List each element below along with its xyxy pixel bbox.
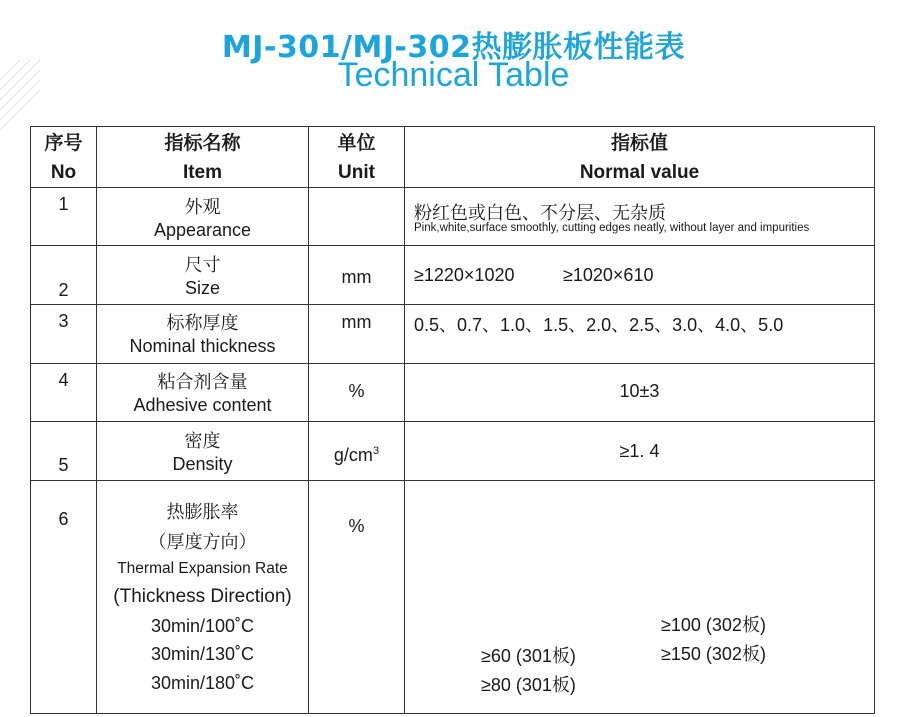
unit: mm	[341, 267, 372, 287]
item-cn: 尺寸	[184, 255, 221, 275]
value-cn: 粉红色或白色、不分层、无杂质	[414, 203, 666, 223]
item-cn: 热膨胀率	[166, 502, 239, 522]
value-density: ≥1. 4	[619, 441, 660, 461]
item-en: Thermal Expansion Rate	[117, 560, 288, 577]
item-en: Appearance	[153, 220, 252, 240]
table-row	[31, 305, 875, 364]
item-temp-180: 30min/180˚C	[150, 673, 255, 693]
header-item: 指标名称 Item	[97, 127, 309, 188]
table-row	[31, 188, 875, 246]
item-en: Adhesive content	[133, 395, 272, 415]
item-cn: 粘合剂含量	[157, 372, 248, 392]
item-temp-100: 30min/100˚C	[150, 616, 255, 636]
table-row	[31, 246, 875, 305]
item-en: Nominal thickness	[129, 336, 276, 356]
item-cn: 标称厚度	[166, 313, 239, 333]
unit: %	[348, 381, 365, 401]
row-no: 5	[58, 455, 69, 475]
value-302-100: ≥100 (302板)	[661, 615, 766, 635]
value-thickness: 0.5、0.7、1.0、1.5、2.0、2.5、3.0、4.0、5.0	[414, 315, 784, 335]
value-size-a: ≥1220×1020	[414, 265, 515, 285]
item-en: Density	[172, 454, 233, 474]
item-temp-130: 30min/130˚C	[150, 644, 255, 664]
row-no: 1	[58, 194, 69, 214]
value-en: Pink,white,surface smoothly, cutting edges neatly, without layer and impurities	[414, 222, 810, 234]
header-value: 指标值 Normal value	[405, 127, 875, 188]
title-english: Technical Table	[337, 56, 570, 94]
row-no: 6	[58, 509, 69, 529]
item-cn: 密度	[184, 431, 221, 451]
row-no: 2	[58, 280, 69, 300]
value-adhesive: 10±3	[619, 381, 660, 401]
header-no: 序号 No	[31, 127, 97, 188]
header-unit: 单位 Unit	[309, 127, 405, 188]
value-301-130: ≥60 (301板)	[481, 646, 576, 666]
row-no: 4	[58, 370, 69, 390]
value-302-130: ≥150 (302板)	[661, 644, 766, 664]
title-chinese: MJ-301/MJ-302热膨胀板性能表	[221, 30, 686, 65]
item-cn-direction: （厚度方向）	[148, 532, 257, 552]
item-cn: 外观	[184, 197, 221, 217]
table-row	[31, 422, 875, 481]
unit: mm	[341, 312, 372, 332]
table-row	[31, 364, 875, 422]
table-row	[31, 481, 875, 714]
row-no: 3	[58, 311, 69, 331]
unit: $g/cm^3$	[333, 445, 380, 465]
item-en: Size	[184, 278, 220, 298]
value-301-180: ≥80 (301板)	[481, 675, 576, 695]
item-en-direction: (Thickness Direction)	[113, 586, 292, 607]
unit: %	[348, 516, 365, 536]
header-row	[31, 127, 875, 188]
technical-table	[30, 126, 875, 714]
value-size-b: ≥1020×610	[563, 265, 654, 285]
